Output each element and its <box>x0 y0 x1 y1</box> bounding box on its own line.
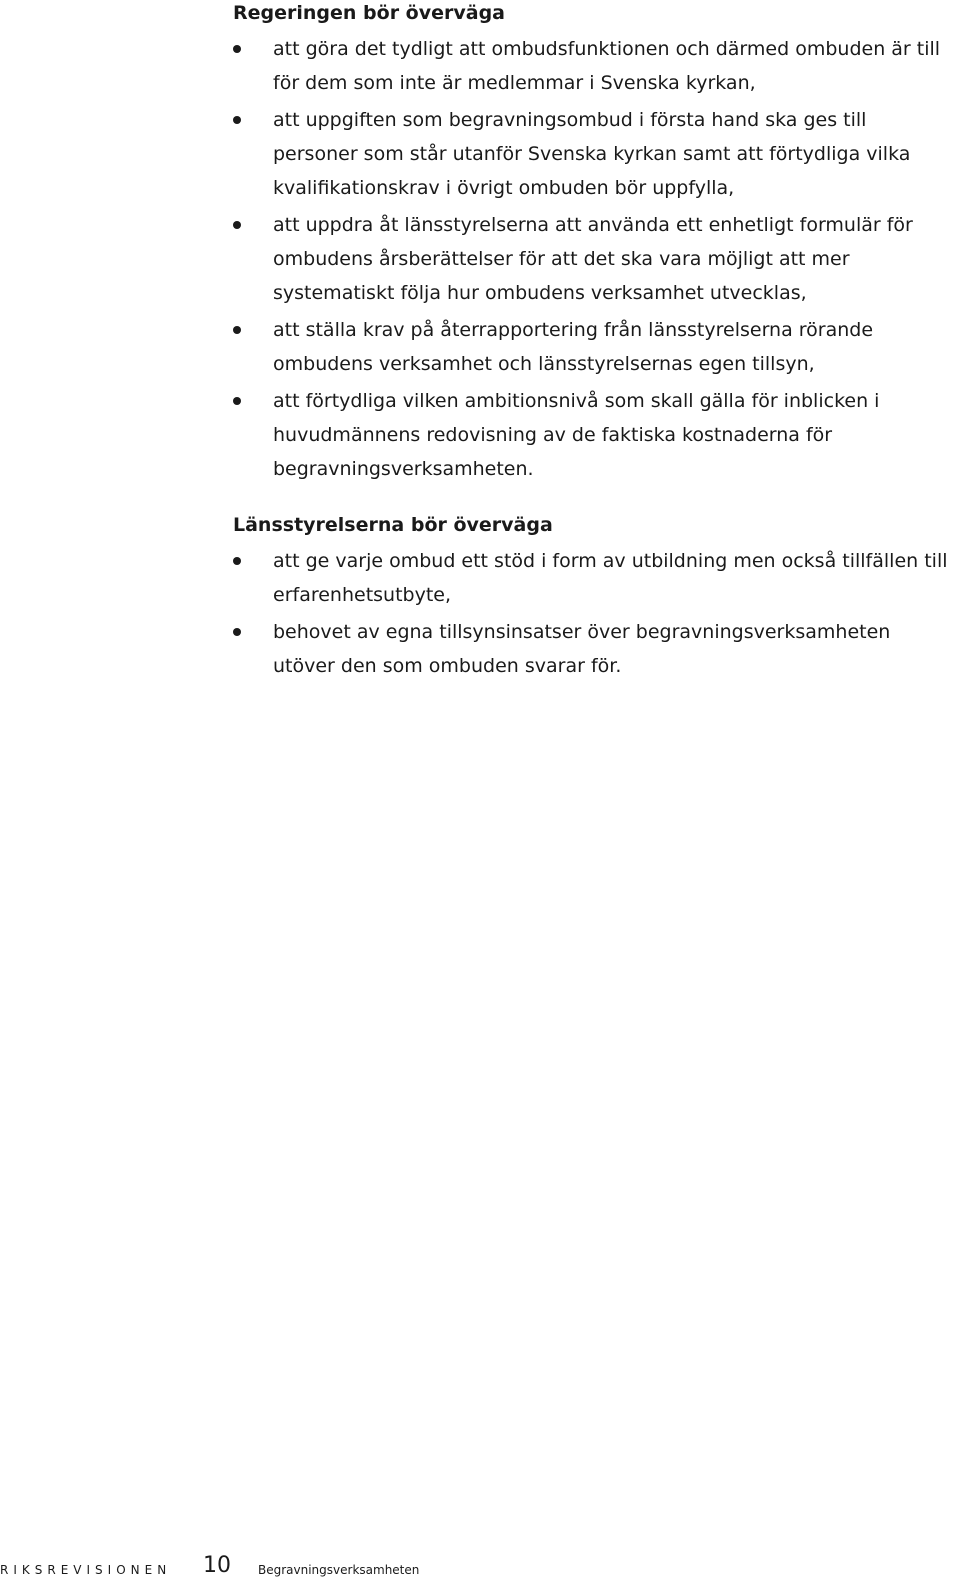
bullet-icon <box>233 116 241 124</box>
bullet-list <box>233 544 960 683</box>
list-item-text: att förtydliga vilken ambitionsnivå som skall gälla för inblicken i huvudmännens redovisning av de faktiska kostnaderna för begravningsverksamheten. <box>273 390 880 480</box>
list-item <box>233 615 953 683</box>
list-item-text: att uppgiften som begravningsombud i första hand ska ges till personer som står utanför Svenska kyrkan samt att förtydliga vilka kvalifikationskrav i övrigt ombuden bör uppfylla, <box>273 109 911 199</box>
list-item <box>233 384 953 486</box>
list-item <box>233 313 953 381</box>
footer-document-title: Begravningsverksamheten <box>258 1563 420 1577</box>
section-lansstyrelserna <box>233 512 960 686</box>
list-item <box>233 32 953 100</box>
list-item <box>233 103 953 205</box>
bullet-icon <box>233 628 241 636</box>
bullet-icon <box>233 326 241 334</box>
bullet-icon <box>233 557 241 565</box>
list-item-text: att ställa krav på återrapportering från länsstyrelserna rörande ombudens verksamhet och länsstyrelsernas egen tillsyn, <box>273 319 874 375</box>
page-number: 10 <box>203 1553 231 1578</box>
page-footer <box>0 1553 960 1583</box>
bullet-list <box>233 32 960 486</box>
list-item <box>233 208 953 310</box>
list-item-text: behovet av egna tillsynsinsatser över begravningsverksamheten utöver den som ombuden svarar för. <box>273 621 891 677</box>
list-item-text: att uppdra åt länsstyrelserna att använda ett enhetligt formulär för ombudens årsberättelser för att det ska vara möjligt att mer systematiskt följa hur ombudens verksamhet utvecklas, <box>273 214 913 304</box>
list-item-text: att ge varje ombud ett stöd i form av utbildning men också tillfällen till erfarenhetsutbyte, <box>273 550 948 606</box>
bullet-icon <box>233 45 241 53</box>
section-regeringen <box>233 0 960 489</box>
section-heading: Regeringen bör överväga <box>233 2 506 24</box>
list-item-text: att göra det tydligt att ombudsfunktionen och därmed ombuden är till för dem som inte är medlemmar i Svenska kyrkan, <box>273 38 941 94</box>
section-heading: Länsstyrelserna bör överväga <box>233 514 553 536</box>
bullet-icon <box>233 397 241 405</box>
bullet-icon <box>233 221 241 229</box>
footer-brand: RIKSREVISIONEN <box>0 1563 172 1577</box>
list-item <box>233 544 953 612</box>
